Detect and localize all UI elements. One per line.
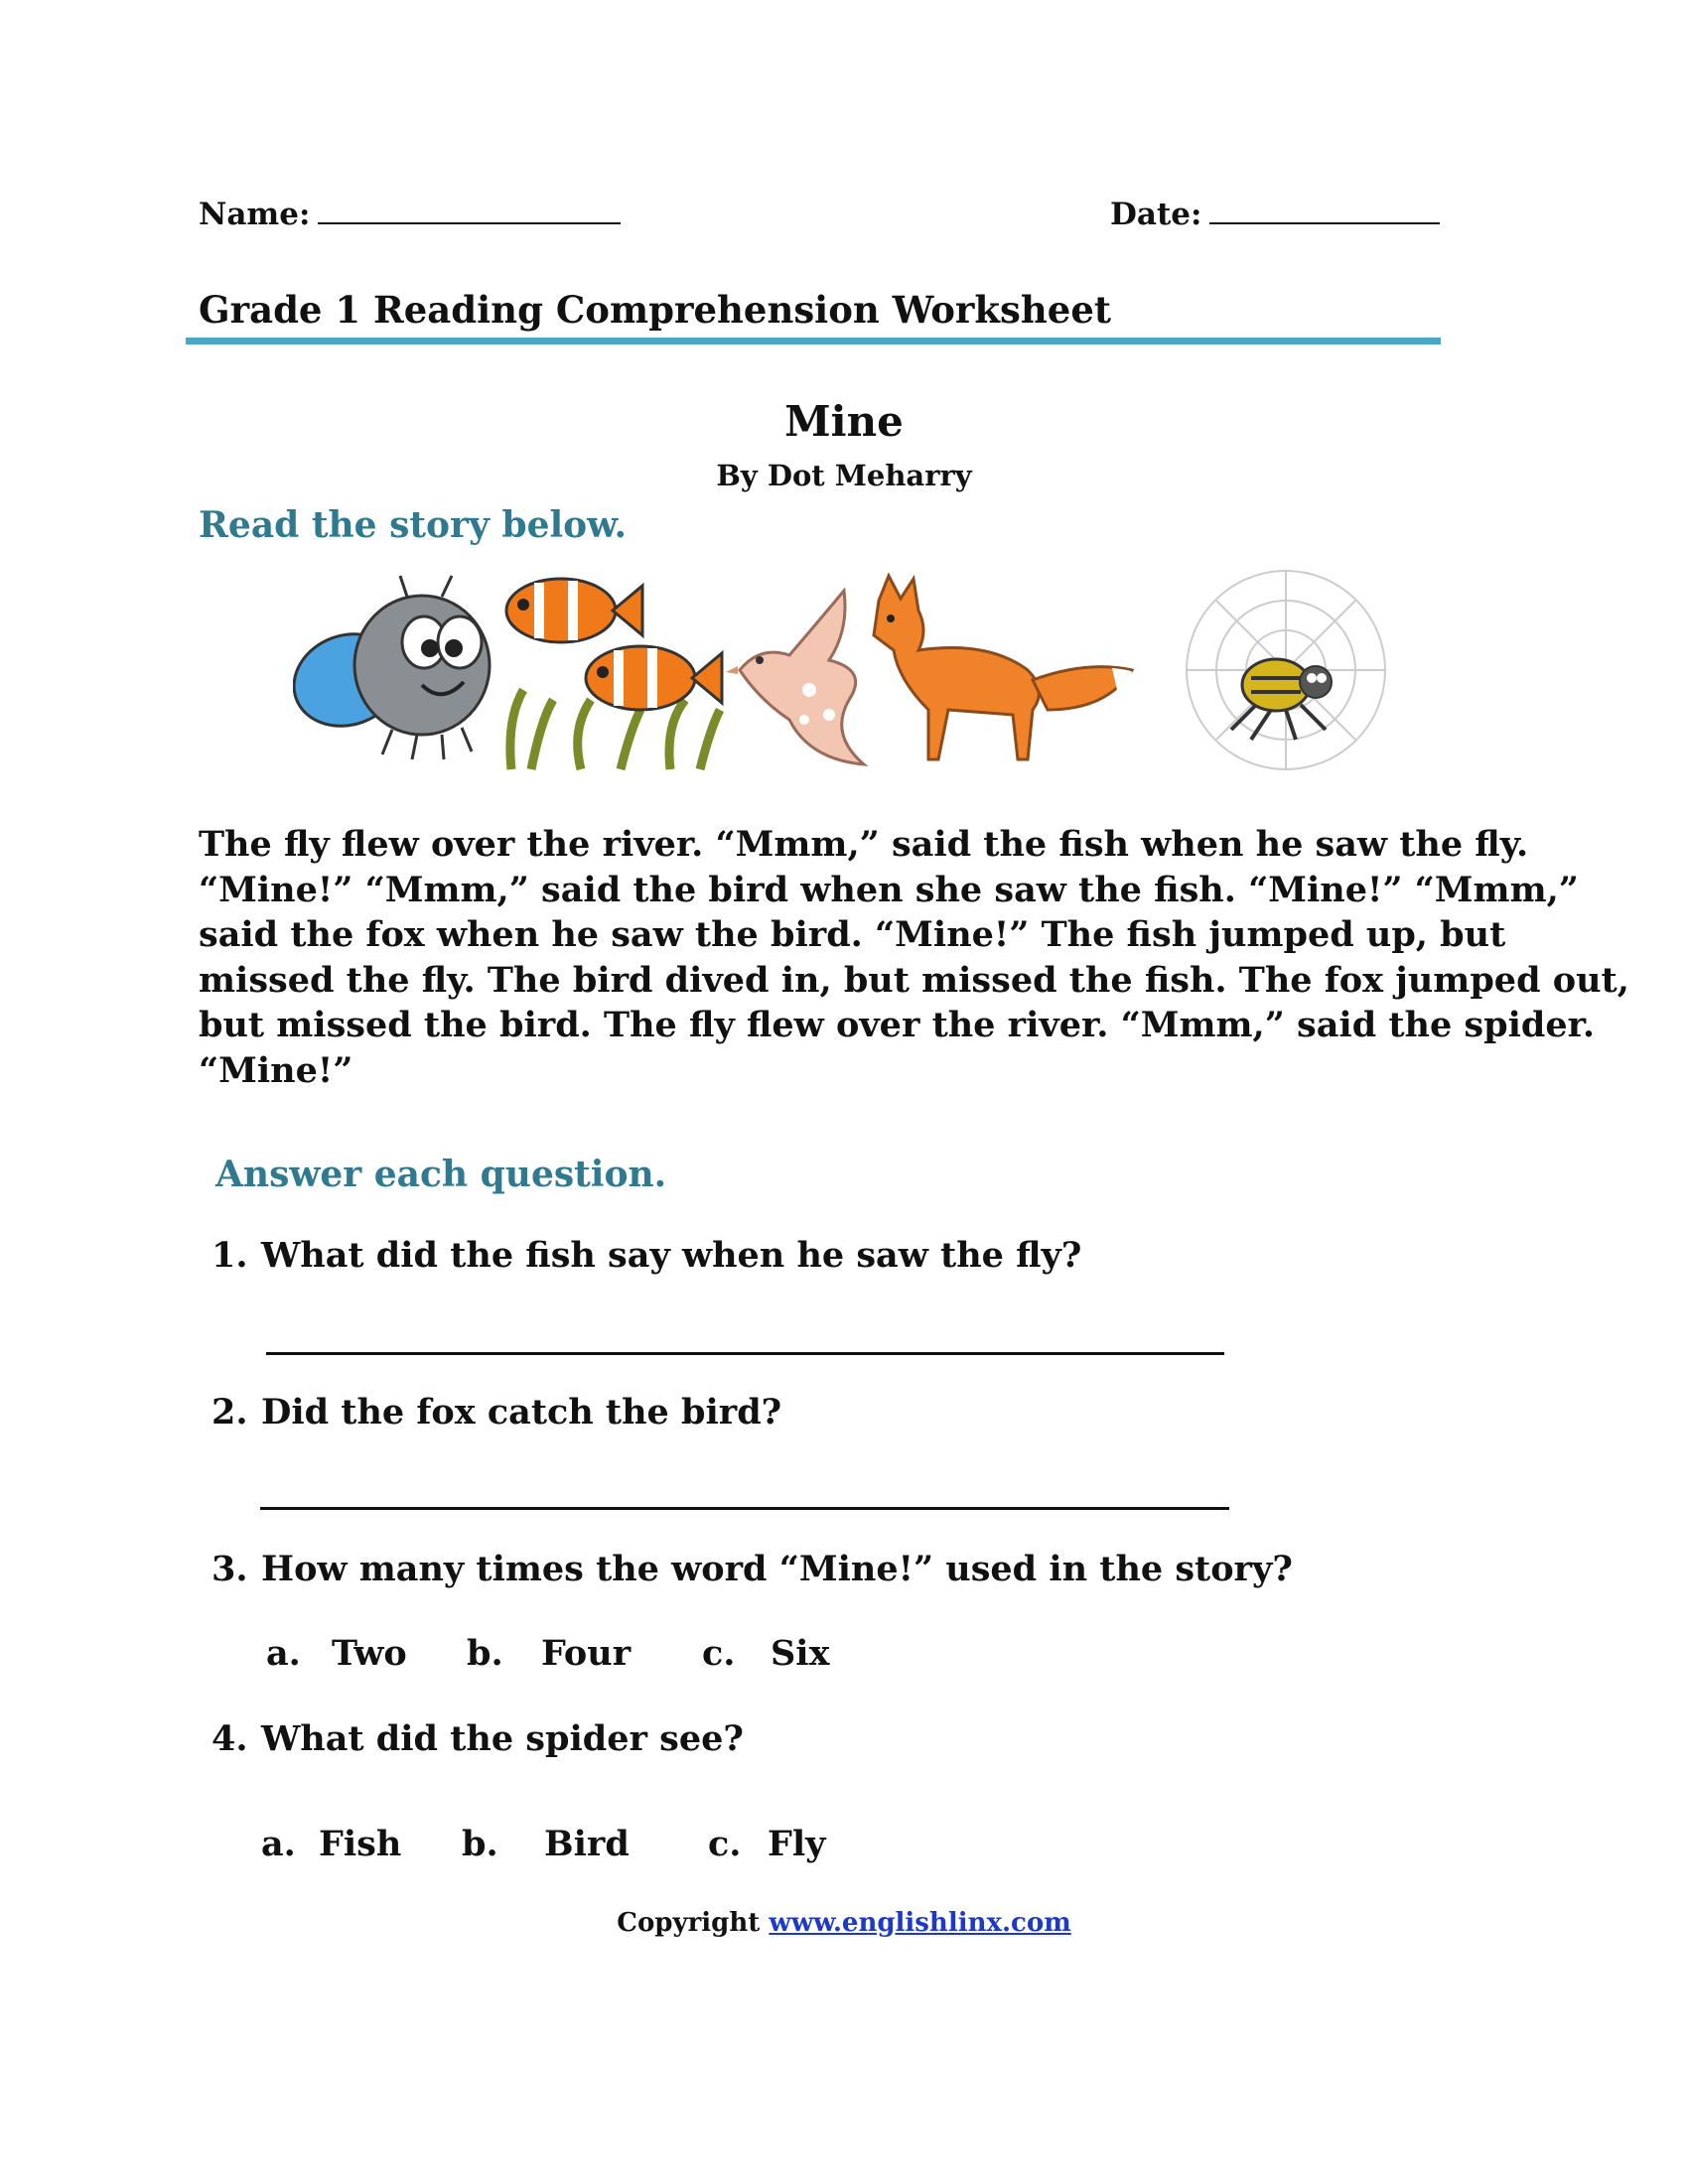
story-line: missed the fly. The bird dived in, but missed the fish. The fox jumped out, xyxy=(199,959,1629,1001)
option-text[interactable]: Fish xyxy=(319,1824,402,1864)
worksheet-title: Grade 1 Reading Comprehension Worksheet xyxy=(199,288,1111,332)
date-label: Date: xyxy=(1110,197,1202,232)
story-text xyxy=(199,822,1629,1093)
option-letter: c. xyxy=(708,1824,742,1864)
option-text[interactable]: Six xyxy=(771,1633,830,1674)
spider-illustration xyxy=(1187,571,1385,769)
question-number: 1. xyxy=(211,1235,248,1276)
question-number: 2. xyxy=(211,1392,248,1433)
option-text[interactable]: Two xyxy=(332,1633,407,1674)
question-2 xyxy=(211,1392,781,1433)
site-link[interactable]: www.englishlinx.com xyxy=(769,1908,1071,1938)
question-3 xyxy=(211,1549,1293,1589)
name-blank xyxy=(318,201,621,224)
question-text: Did the fox catch the bird? xyxy=(261,1392,782,1433)
story-line: but missed the bird. The fly flew over the river. “Mmm,” said the spider. xyxy=(199,1005,1596,1045)
question-text: What did the fish say when he saw the fly? xyxy=(261,1235,1082,1276)
title-rule xyxy=(186,338,1441,344)
option-letter: a. xyxy=(266,1633,301,1674)
date-blank xyxy=(1209,201,1440,224)
answer-line-2[interactable] xyxy=(260,1507,1229,1510)
answer-instruction: Answer each question. xyxy=(215,1154,667,1195)
bird-illustration xyxy=(726,591,864,764)
read-instruction: Read the story below. xyxy=(199,504,628,546)
name-field xyxy=(199,197,621,232)
fish-illustration xyxy=(506,579,722,769)
fly-illustration xyxy=(293,576,490,759)
name-label: Name: xyxy=(199,197,311,232)
question-number: 4. xyxy=(211,1718,248,1759)
option-letter: c. xyxy=(702,1633,736,1674)
story-illustrations xyxy=(293,561,1405,779)
option-letter: a. xyxy=(261,1824,296,1864)
answer-line-1[interactable] xyxy=(266,1352,1224,1355)
question-text: What did the spider see? xyxy=(261,1718,744,1759)
option-text[interactable]: Four xyxy=(541,1633,632,1674)
story-title: Mine xyxy=(784,397,904,446)
question-4 xyxy=(211,1718,744,1759)
copyright-label: Copyright xyxy=(617,1908,761,1938)
date-field xyxy=(1110,197,1440,232)
story-line: “Mine!” xyxy=(199,1049,353,1091)
option-text[interactable]: Fly xyxy=(768,1824,826,1864)
story-line: said the fox when he saw the bird. “Mine!” The fish jumped up, but xyxy=(199,914,1506,955)
story-line: “Mine!” “Mmm,” said the bird when she saw the fish. “Mine!” “Mmm,” xyxy=(199,869,1579,910)
fox-illustration xyxy=(874,576,1132,759)
question-text: How many times the word “Mine!” used in the story? xyxy=(261,1549,1293,1589)
option-letter: b. xyxy=(467,1633,503,1674)
option-text[interactable]: Bird xyxy=(544,1824,630,1864)
question-number: 3. xyxy=(211,1549,248,1589)
question-1 xyxy=(211,1235,1081,1276)
option-letter: b. xyxy=(462,1824,498,1864)
story-line: The fly flew over the river. “Mmm,” said the fish when he saw the fly. xyxy=(199,824,1529,865)
story-author: By Dot Meharry xyxy=(716,459,972,492)
copyright-footer xyxy=(0,1908,1688,1938)
